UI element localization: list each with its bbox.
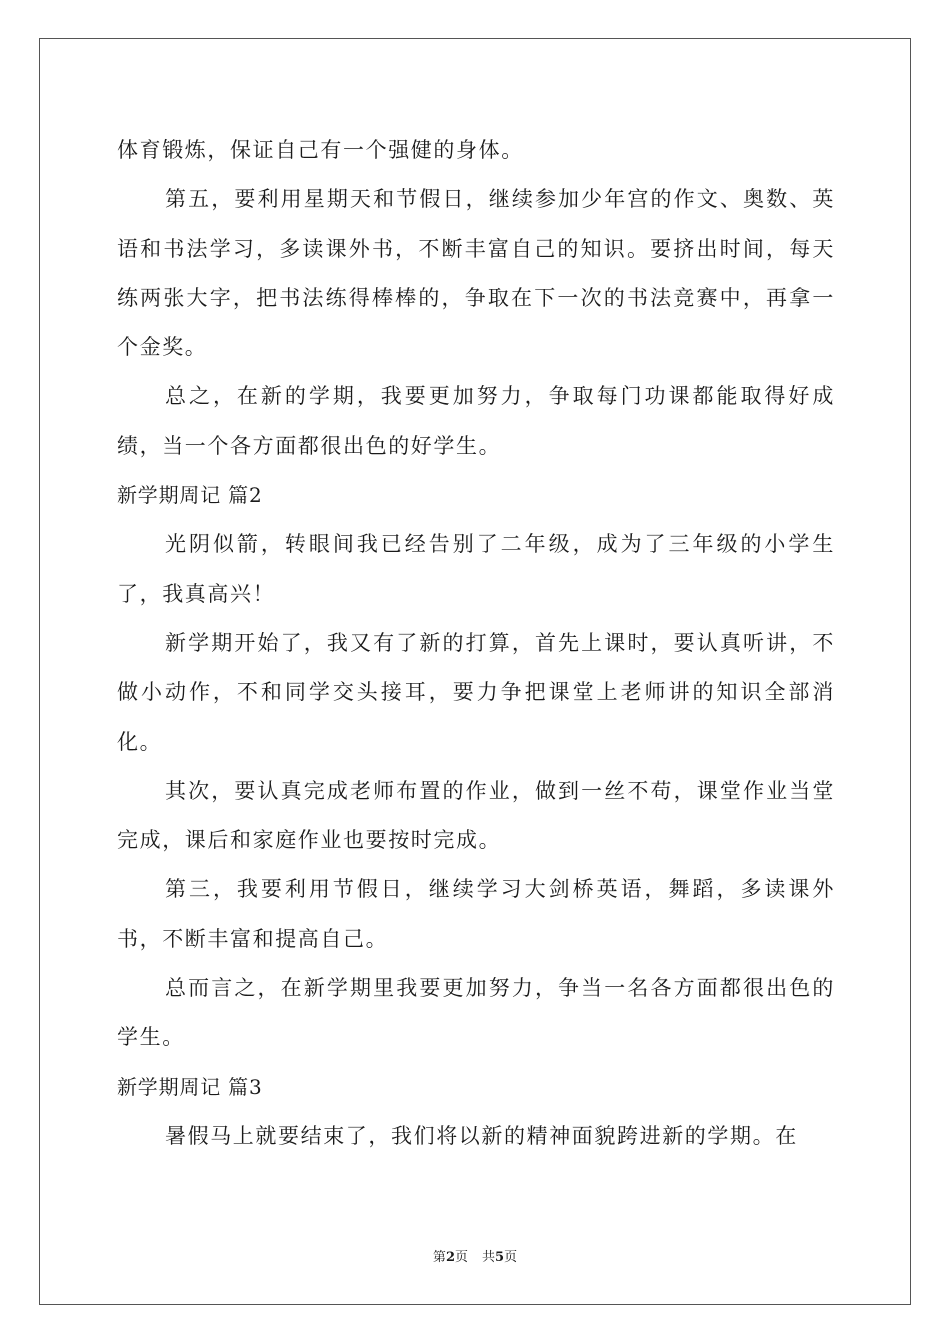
page-number-label <box>433 1250 468 1265</box>
page-total-label <box>482 1250 517 1265</box>
page-footer <box>0 1246 950 1265</box>
page-prefix: 第 <box>432 1250 446 1265</box>
document-body <box>117 126 835 1161</box>
page-suffix: 页 <box>454 1250 468 1265</box>
section-heading: 新学期周记 篇3 <box>117 1074 263 1099</box>
total-suffix: 页 <box>504 1250 518 1265</box>
paragraph: 新学期开始了，我又有了新的打算，首先上课时，要认真听讲，不做小动作，不和同学交头接耳，要力争把课堂上老师讲的知识全部消化。 <box>117 630 835 754</box>
current-page-number: 2 <box>445 1250 455 1265</box>
paragraph: 光阴似箭，转眼间我已经告别了二年级，成为了三年级的小学生了，我真高兴！ <box>117 532 835 606</box>
paragraph: 暑假马上就要结束了，我们将以新的精神面貌跨进新的学期。在 <box>165 1123 798 1148</box>
paragraph: 总而言之，在新学期里我要更加努力，争当一名各方面都很出色的学生。 <box>117 976 835 1050</box>
paragraph: 第五，要利用星期天和节假日，继续参加少年宫的作文、奥数、英语和书法学习，多读课外书，不断丰富自己的知识。要挤出时间，每天练两张大字，把书法练得棒棒的，争取在下一次的书法竞赛中，再拿一个金奖。 <box>117 187 835 360</box>
paragraph: 第三，我要利用节假日，继续学习大剑桥英语，舞蹈，多读课外书，不断丰富和提高自己。 <box>117 877 835 951</box>
total-prefix: 共 <box>482 1250 496 1265</box>
paragraph: 总之，在新的学期，我要更加努力，争取每门功课都能取得好成绩，当一个各方面都很出色的好学生。 <box>117 384 835 458</box>
paragraph: 体育锻炼，保证自己有一个强健的身体。 <box>117 138 524 162</box>
section-heading: 新学期周记 篇2 <box>117 483 263 508</box>
paragraph: 其次，要认真完成老师布置的作业，做到一丝不苟，课堂作业当堂完成，课后和家庭作业也要按时完成。 <box>117 778 835 853</box>
total-page-count: 5 <box>495 1250 505 1265</box>
